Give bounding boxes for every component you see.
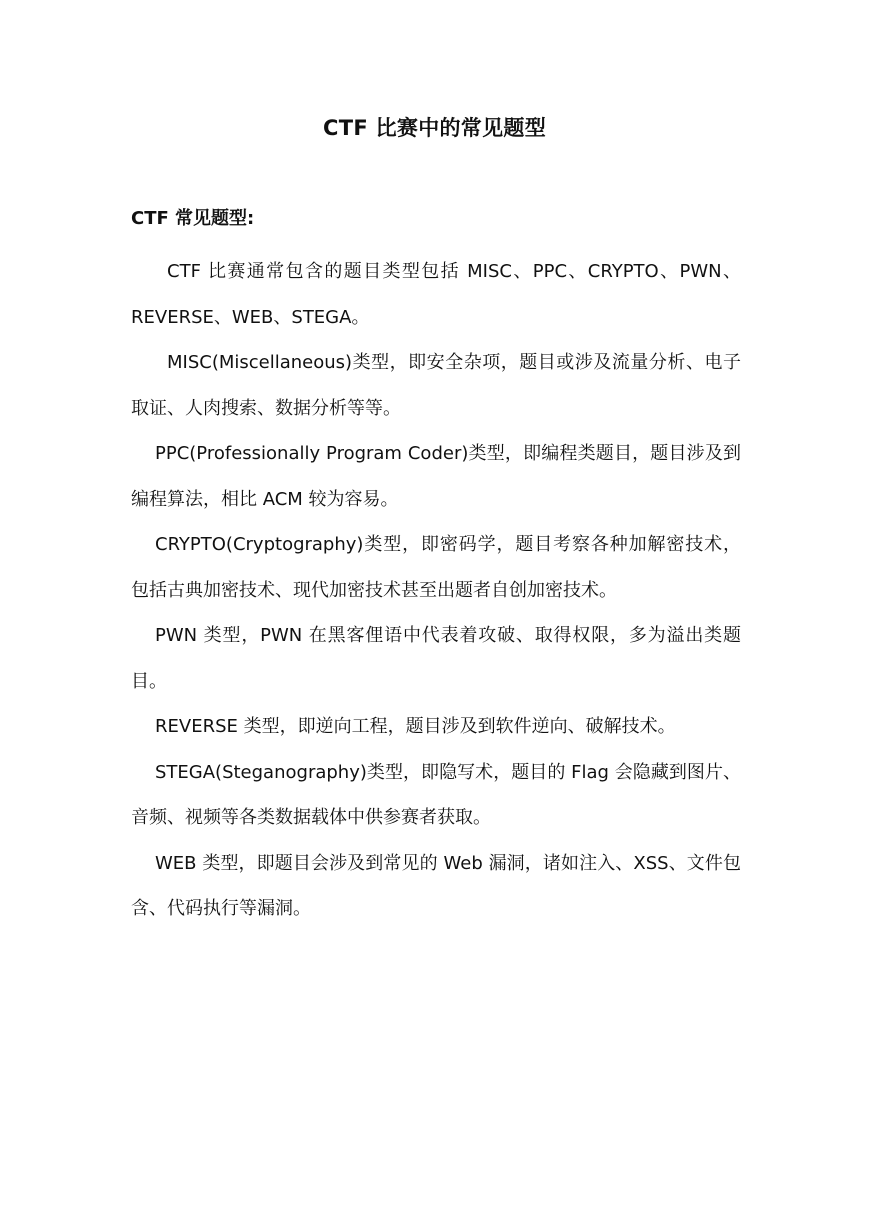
paragraph-reverse: REVERSE 类型，即逆向工程，题目涉及到软件逆向、破解技术。 bbox=[155, 716, 676, 737]
paragraph-crypto: CRYPTO(Cryptography)类型，即密码学，题目考察各种加解密技术，包括古典加密技术、现代加密技术甚至出题者自创加密技术。 bbox=[131, 534, 741, 601]
paragraph-misc: MISC(Miscellaneous)类型，即安全杂项，题目或涉及流量分析、电子取证、人肉搜索、数据分析等等。 bbox=[131, 352, 741, 419]
paragraph-ppc: PPC(Professionally Program Coder)类型，即编程类题目，题目涉及到编程算法，相比 ACM 较为容易。 bbox=[131, 443, 741, 510]
document-title: CTF 比赛中的常见题型 bbox=[323, 116, 546, 140]
paragraph-stega: STEGA(Steganography)类型，即隐写术，题目的 Flag 会隐藏到图片、音频、视频等各类数据载体中供参赛者获取。 bbox=[131, 761, 741, 828]
paragraph-intro: CTF 比赛通常包含的题目类型包括 MISC、PPC、CRYPTO、PWN、REVERSE、WEB、STEGA。 bbox=[131, 261, 741, 328]
document-body bbox=[131, 249, 741, 932]
paragraph-pwn: PWN 类型，PWN 在黑客俚语中代表着攻破、取得权限，多为溢出类题目。 bbox=[131, 625, 741, 692]
section-heading: CTF 常见题型: bbox=[131, 208, 255, 229]
paragraph-web: WEB 类型，即题目会涉及到常见的 Web 漏洞，诸如注入、XSS、文件包含、代码执行等漏洞。 bbox=[131, 852, 741, 919]
